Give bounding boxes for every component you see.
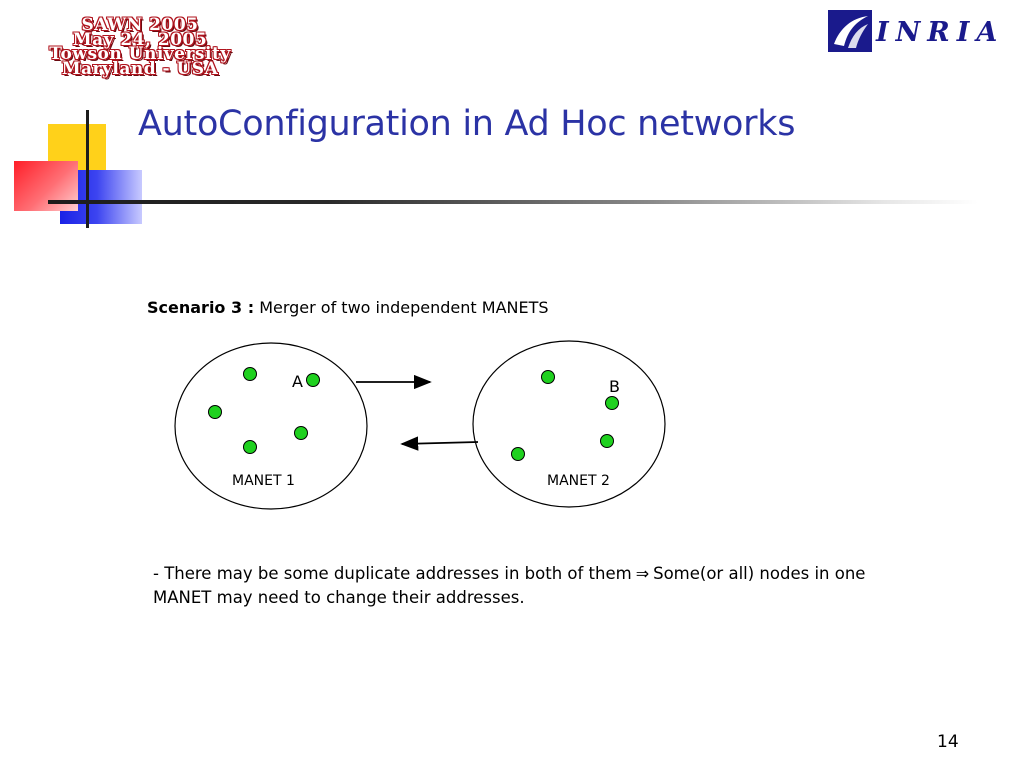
description-text: [153, 562, 913, 610]
manet2-label: MANET 2: [547, 473, 610, 489]
page-number: 14: [937, 732, 959, 752]
stamp-line-2: May 24, 2005: [72, 29, 208, 50]
slide-title: AutoConfiguration in Ad Hoc networks: [138, 104, 796, 144]
manet1-node: [295, 427, 308, 440]
scenario-label: Scenario 3 :: [147, 298, 255, 317]
logo-wordmark: INRIA: [876, 17, 1005, 48]
manet1-node: [244, 441, 257, 454]
manet2-node: [606, 397, 619, 410]
node-a-label: A: [292, 372, 303, 391]
implies-arrow-icon: ⇒: [635, 564, 650, 583]
manet1-node-a: [307, 374, 320, 387]
description-part-2: Some(or all) nodes in one MANET may need to change their addresses.: [153, 564, 866, 607]
manet1-node: [209, 406, 222, 419]
stamp-line-4: Maryland - USA: [61, 58, 219, 79]
node-b-label: B: [609, 377, 620, 396]
manet2-node: [601, 435, 614, 448]
manet2-node: [542, 371, 555, 384]
stamp-line-1: SAWN 2005: [81, 15, 199, 35]
manet1-label: MANET 1: [232, 473, 295, 489]
manet1-node: [244, 368, 257, 381]
stamp-line-3: Towson University: [49, 44, 231, 64]
scenario-text: Merger of two independent MANETS: [259, 298, 549, 317]
manet2-node: [512, 448, 525, 461]
description-part-1: - There may be some duplicate addresses in both of them: [153, 564, 632, 583]
arrow-to-manet1: [402, 442, 478, 444]
